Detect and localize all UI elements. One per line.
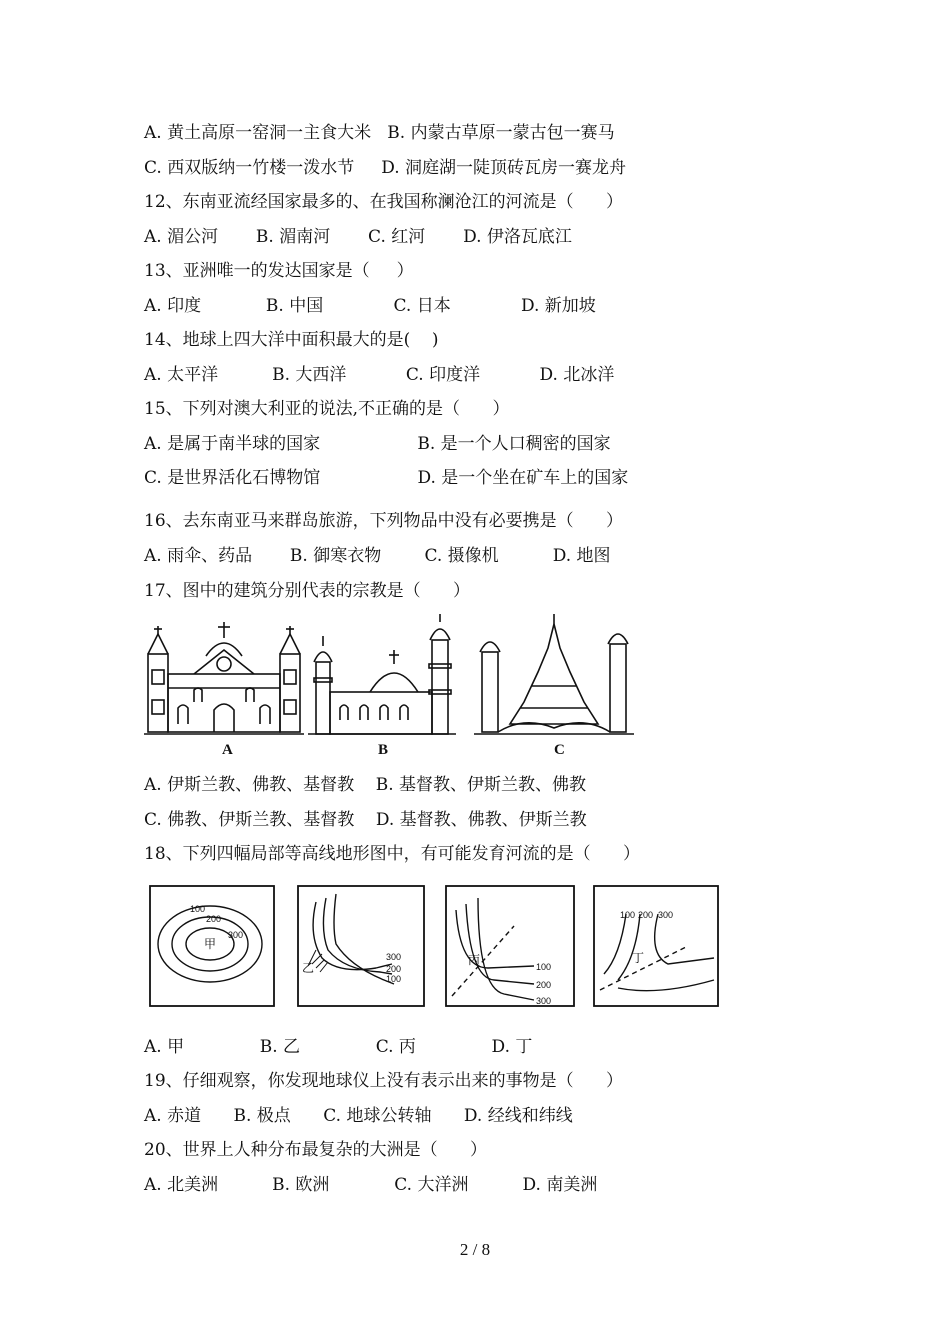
building-label-b: B (378, 742, 389, 758)
question-17-options-ab: A. 伊斯兰教、佛教、基督教 B. 基督教、伊斯兰教、佛教 (144, 775, 586, 795)
page-number: 2 / 8 (459, 1240, 491, 1259)
church-building-icon (144, 622, 304, 734)
contour-label-bing: 丙 (468, 953, 481, 967)
building-label-a: A (222, 742, 233, 758)
question-20: 20、世界上人种分布最复杂的大洲是（ ） (144, 1140, 488, 1160)
question-14-options: A. 太平洋 B. 大西洋 C. 印度洋 D. 北冰洋 (144, 365, 615, 385)
question-15-options-ab: A. 是属于南半球的国家 B. 是一个人口稠密的国家 (144, 434, 611, 454)
q11-options-ab: A. 黄土高原一窑洞一主食大米 B. 内蒙古草原一蒙古包一赛马 (144, 123, 615, 143)
question-18: 18、下列四幅局部等高线地形图中，有可能发育河流的是（ ） (144, 844, 641, 864)
question-18-options: A. 甲 B. 乙 C. 丙 D. 丁 (144, 1037, 533, 1057)
contour-bing-300: 300 (536, 996, 552, 1006)
question-14: 14、地球上四大洋中面积最大的是( ) (144, 330, 439, 350)
question-19: 19、仔细观察，你发现地球仪上没有表示出来的事物是（ ） (144, 1071, 624, 1091)
question-16: 16、去东南亚马来群岛旅游，下列物品中没有必要携是（ ） (144, 511, 624, 531)
question-15-options-cd: C. 是世界活化石博物馆 D. 是一个坐在矿车上的国家 (144, 468, 629, 488)
contour-yi-100: 100 (386, 974, 402, 984)
question-17: 17、图中的建筑分别代表的宗教是（ ） (144, 581, 471, 601)
question-19-options: A. 赤道 B. 极点 C. 地球公转轴 D. 经线和纬线 (144, 1106, 573, 1126)
question-12: 12、东南亚流经国家最多的、在我国称澜沧江的河流是（ ） (144, 192, 624, 212)
mosque-building-icon (308, 614, 456, 734)
contour-bing-200: 200 (536, 980, 552, 990)
contour-jia-300: 300 (228, 930, 244, 940)
contour-ding-100: 100 (620, 910, 636, 920)
q11-options-cd: C. 西双版纳一竹楼一泼水节 D. 洞庭湖一陡顶砖瓦房一赛龙舟 (144, 158, 627, 178)
contour-maps-figure (148, 884, 728, 1010)
religious-buildings-figure (144, 612, 636, 760)
contour-ding-300: 300 (658, 910, 674, 920)
contour-jia-200: 200 (206, 914, 222, 924)
building-label-c: C (554, 742, 565, 758)
question-16-options: A. 雨伞、药品 B. 御寒衣物 C. 摄像机 D. 地图 (144, 546, 611, 566)
question-17-options-cd: C. 佛教、伊斯兰教、基督教 D. 基督教、佛教、伊斯兰教 (144, 810, 587, 830)
pagoda-building-icon (474, 614, 634, 734)
contour-label-yi: 乙 (302, 961, 315, 975)
contour-bing-100: 100 (536, 962, 552, 972)
contour-yi-200: 200 (386, 964, 402, 974)
question-13: 13、亚洲唯一的发达国家是（ ） (144, 261, 414, 281)
contour-ding-200: 200 (638, 910, 654, 920)
question-13-options: A. 印度 B. 中国 C. 日本 D. 新加坡 (144, 296, 596, 316)
contour-yi-300: 300 (386, 952, 402, 962)
contour-jia-100: 100 (190, 904, 206, 914)
contour-label-ding: 丁 (632, 951, 645, 965)
question-20-options: A. 北美洲 B. 欧洲 C. 大洋洲 D. 南美洲 (144, 1175, 598, 1195)
question-15: 15、下列对澳大利亚的说法,不正确的是（ ） (144, 399, 510, 419)
contour-label-jia: 甲 (204, 937, 217, 951)
question-12-options: A. 湄公河 B. 湄南河 C. 红河 D. 伊洛瓦底江 (144, 227, 572, 247)
